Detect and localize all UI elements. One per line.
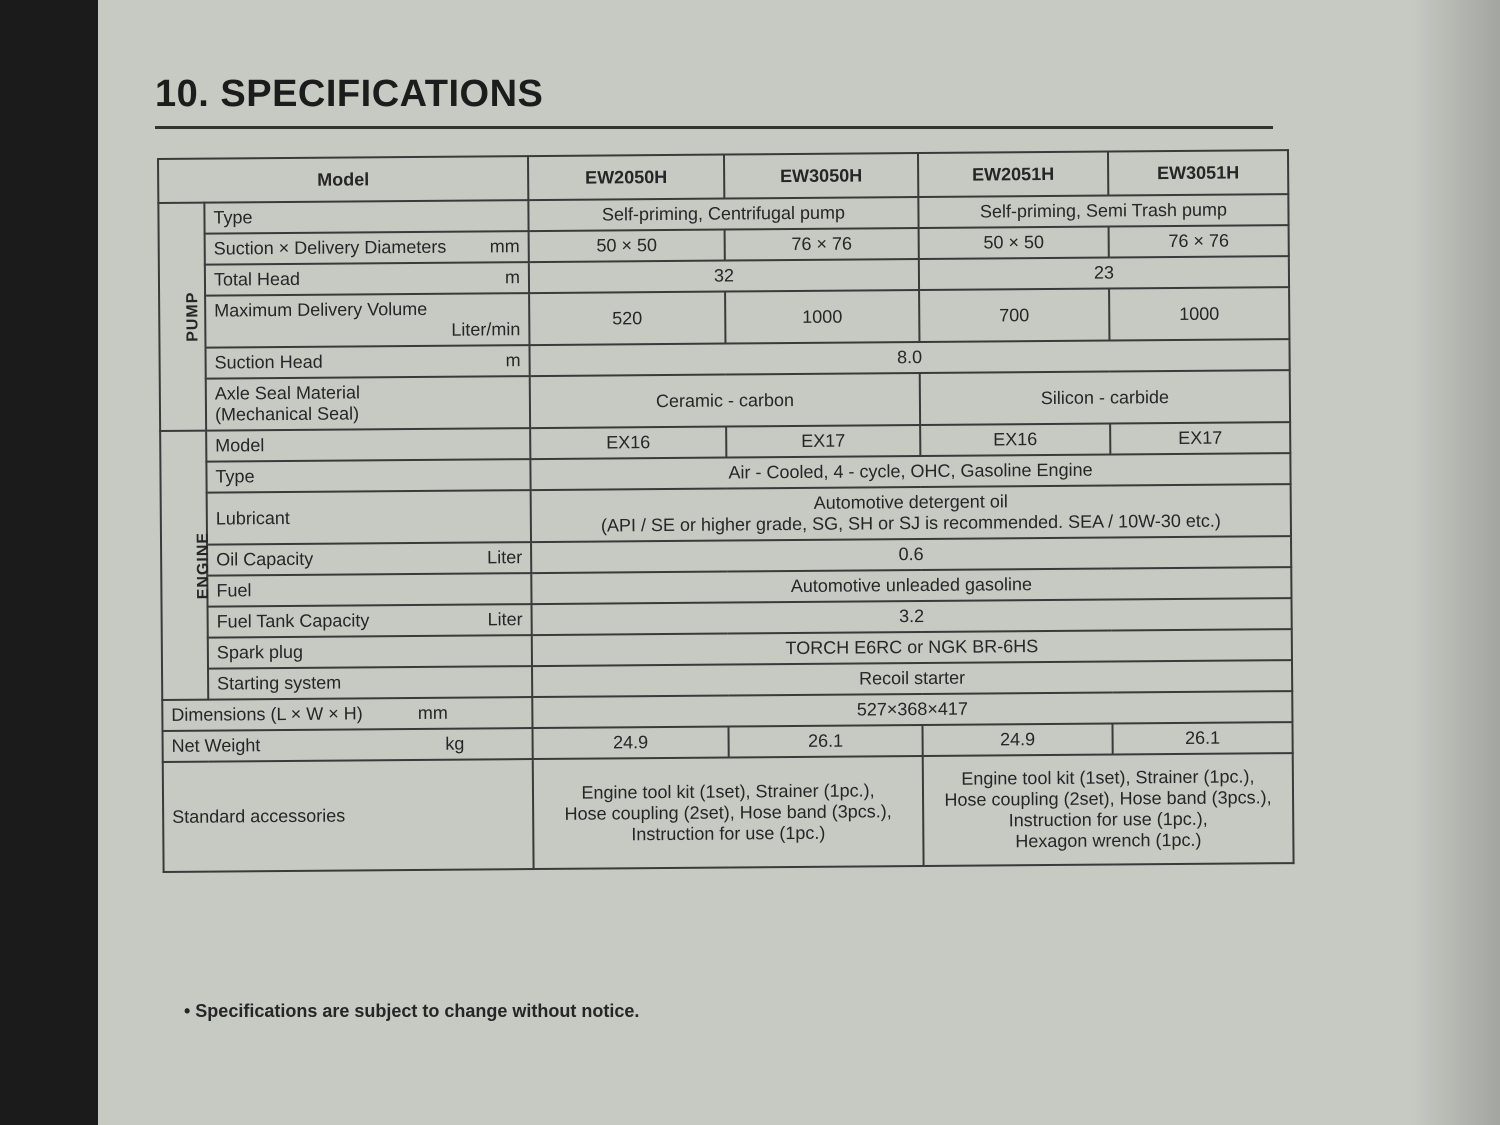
total-head-value: 32 xyxy=(529,259,919,293)
accessories-value: Engine tool kit (1set), Strainer (1pc.), Hose coupling (2set), Hose band (3pcs.), Instruction for use (1pc.) xyxy=(533,756,924,869)
pump-type-value: Self-priming, Centrifugal pump xyxy=(528,197,918,231)
net-weight-value: 26.1 xyxy=(728,725,922,758)
engine-model-value: EX17 xyxy=(1110,422,1290,454)
oil-capacity-value: 0.6 xyxy=(531,536,1291,573)
dimensions-label: Dimensions (L × W × H) mm xyxy=(162,697,532,731)
diameters-value: 76 × 76 xyxy=(1109,225,1289,257)
engine-section-label: ENGINE xyxy=(160,431,208,700)
fuel-value: Automotive unleaded gasoline xyxy=(531,567,1291,604)
fuel-label: Fuel xyxy=(207,573,531,607)
page-title: 10. SPECIFICATIONS xyxy=(155,73,544,115)
accessories-label: Standard accessories xyxy=(163,759,534,872)
delivery-volume-value: 1000 xyxy=(1109,287,1289,340)
total-head-label: Total Head m xyxy=(205,262,529,296)
dimensions-value: 527×368×417 xyxy=(532,691,1292,728)
engine-type-label: Type xyxy=(206,459,530,493)
model-column-header: EW2050H xyxy=(528,155,724,201)
net-weight-value: 26.1 xyxy=(1112,722,1292,754)
lubricant-value: Automotive detergent oil (API / SE or higher grade, SG, SH or SJ is recommended. SEA / 10W-30 etc.) xyxy=(531,484,1291,542)
diameters-value: 76 × 76 xyxy=(725,228,919,261)
oil-capacity-label: Oil Capacity Liter xyxy=(207,542,531,576)
engine-model-label: Model xyxy=(206,428,530,462)
engine-type-value: Air - Cooled, 4 - cycle, OHC, Gasoline Engine xyxy=(530,453,1290,490)
starting-system-label: Starting system xyxy=(208,666,532,700)
diameters-value: 50 × 50 xyxy=(529,230,725,263)
total-head-value: 23 xyxy=(919,256,1289,290)
pump-type-value: Self-priming, Semi Trash pump xyxy=(918,194,1288,228)
net-weight-value: 24.9 xyxy=(532,727,728,760)
delivery-volume-label: Maximum Delivery Volume Liter/min xyxy=(205,293,529,348)
model-header: Model xyxy=(158,156,528,203)
pump-type-label: Type xyxy=(204,200,528,234)
title-underline xyxy=(155,126,1273,129)
suction-head-value: 8.0 xyxy=(529,339,1289,376)
spark-plug-value: TORCH E6RC or NGK BR-6HS xyxy=(532,629,1292,666)
diameters-label: Suction × Delivery Diameters mm xyxy=(205,231,529,265)
starting-system-value: Recoil starter xyxy=(532,660,1292,697)
axle-seal-label: Axle Seal Material (Mechanical Seal) xyxy=(206,376,530,431)
fuel-tank-label: Fuel Tank Capacity Liter xyxy=(208,604,532,638)
table-row xyxy=(163,753,1294,872)
table-row xyxy=(159,287,1289,348)
model-column-header: EW3051H xyxy=(1108,150,1288,195)
axle-seal-value: Silicon - carbide xyxy=(920,370,1290,425)
table-row xyxy=(161,484,1291,545)
engine-model-value: EX16 xyxy=(530,427,726,460)
axle-seal-value: Ceramic - carbon xyxy=(530,373,920,428)
net-weight-value: 24.9 xyxy=(922,724,1112,756)
delivery-volume-value: 1000 xyxy=(725,290,919,344)
delivery-volume-value: 700 xyxy=(919,289,1109,342)
engine-model-value: EX16 xyxy=(920,424,1110,456)
pump-section-label: PUMP xyxy=(158,203,206,431)
net-weight-label: Net Weight kg xyxy=(163,728,533,762)
table-row xyxy=(160,370,1290,431)
specifications-table xyxy=(157,149,1295,873)
fuel-tank-value: 3.2 xyxy=(532,598,1292,635)
engine-model-value: EX17 xyxy=(726,425,920,458)
model-column-header: EW2051H xyxy=(918,152,1108,197)
lubricant-label: Lubricant xyxy=(207,490,531,545)
spark-plug-label: Spark plug xyxy=(208,635,532,669)
model-column-header: EW3050H xyxy=(724,153,918,199)
footnote: • Specifications are subject to change without notice. xyxy=(184,1001,640,1021)
diameters-value: 50 × 50 xyxy=(919,227,1109,259)
delivery-volume-value: 520 xyxy=(529,292,725,346)
accessories-value: Engine tool kit (1set), Strainer (1pc.), Hose coupling (2set), Hose band (3pcs.), Instruction for use (1pc.), Hexagon wrench (1pc.) xyxy=(923,753,1294,866)
suction-head-label: Suction Head m xyxy=(205,345,529,379)
